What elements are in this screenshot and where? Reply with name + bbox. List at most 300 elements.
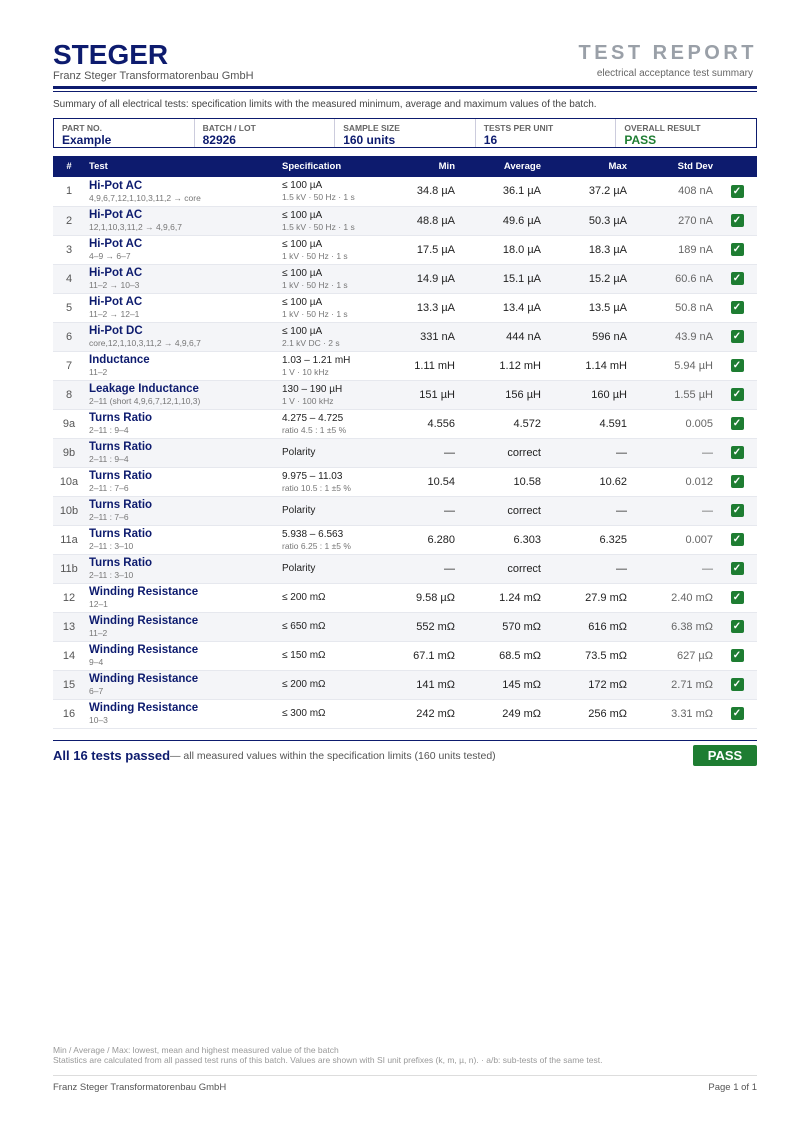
- test-cell: [85, 235, 278, 264]
- min-value: 67.1 mΩ: [413, 649, 455, 662]
- average-value: 1.12 mH: [499, 359, 541, 372]
- average-value: 15.1 µA: [502, 272, 541, 285]
- min-value: 17.5 µA: [416, 243, 455, 256]
- test-name: Winding Resistance: [89, 615, 199, 627]
- test-terminals: 2–11 : 9–4: [89, 425, 129, 435]
- table-row: [53, 235, 757, 264]
- spec-conditions: 1 kV · 50 Hz · 1 s: [282, 279, 348, 290]
- footnote-min-avg-max: Min / Average / Max: lowest, mean and highest measured value of the batch: [53, 1045, 339, 1055]
- std-dev-value: 6.38 mΩ: [671, 620, 713, 633]
- test-terminals: core,12,1,10,3,11,2 → 4,9,6,7: [89, 338, 201, 348]
- spec-cell: [278, 438, 373, 467]
- checkmark-icon: ✓: [731, 678, 744, 691]
- max-value: 172 mΩ: [588, 678, 627, 691]
- row-index: 9b: [62, 446, 76, 459]
- row-index: 11a: [60, 533, 78, 546]
- max-value: 73.5 mΩ: [585, 649, 627, 662]
- average-value: 6.303: [513, 533, 541, 546]
- max-value: 27.9 mΩ: [585, 591, 627, 604]
- test-cell: [85, 699, 278, 728]
- spec-cell: [278, 641, 373, 670]
- max-value: 256 mΩ: [588, 707, 627, 720]
- row-index: 16: [62, 707, 76, 720]
- checkmark-icon: ✓: [731, 446, 744, 459]
- row-index: 2: [65, 214, 73, 227]
- min-value: 242 mΩ: [416, 707, 455, 720]
- checkmark-icon: ✓: [731, 475, 744, 488]
- table-row: [53, 351, 757, 380]
- test-cell: [85, 583, 278, 612]
- max-value: —: [616, 446, 627, 459]
- spec-limit: ≤ 100 µA: [282, 238, 323, 250]
- test-terminals: 4–9 → 6–7: [89, 251, 131, 261]
- average-value: 10.58: [513, 475, 541, 488]
- status-cell: [717, 235, 757, 264]
- average-value: 68.5 mΩ: [499, 649, 541, 662]
- min-value: 6.280: [427, 533, 455, 546]
- header-divider-thin: [53, 91, 757, 92]
- table-row: [53, 322, 757, 351]
- test-terminals: 2–11 : 7–6: [89, 483, 129, 493]
- test-terminals: 2–11 : 3–10: [89, 570, 134, 580]
- part-number-cell: [54, 119, 195, 147]
- std-dev-value: —: [702, 504, 713, 517]
- test-cell: [85, 177, 278, 206]
- result-headline: All 16 tests passed: [53, 748, 171, 763]
- std-dev-value: 0.007: [685, 533, 713, 546]
- max-value: 37.2 µA: [588, 185, 627, 198]
- checkmark-icon: ✓: [731, 272, 744, 285]
- tests-per-unit-value: 16: [483, 133, 498, 147]
- spec-cell: [278, 293, 373, 322]
- min-value: 13.3 µA: [416, 301, 455, 314]
- spec-cell: [278, 206, 373, 235]
- report-subtitle: electrical acceptance test summary: [596, 68, 753, 79]
- min-value: —: [444, 562, 455, 575]
- company-name: Franz Steger Transformatorenbau GmbH: [53, 70, 254, 82]
- test-terminals: 2–11 : 9–4: [89, 454, 129, 464]
- table-row: [53, 612, 757, 641]
- checkmark-icon: ✓: [731, 388, 744, 401]
- row-index: 5: [65, 301, 73, 314]
- std-dev-value: 50.8 nA: [675, 301, 713, 314]
- test-name: Hi-Pot AC: [89, 296, 143, 308]
- footnote-statistics: Statistics are calculated from all passed test runs of this batch. Values are shown with SI unit prefixes (k, m, µ, n). · a/b: sub-tests of the same test.: [53, 1055, 603, 1065]
- spec-limit: ≤ 100 µA: [282, 325, 323, 337]
- sample-size-label: SAMPLE SIZE: [343, 123, 400, 133]
- average-value: 570 mΩ: [502, 620, 541, 633]
- spec-conditions: ratio 4.5 : 1 ±5 %: [282, 424, 347, 435]
- checkmark-icon: ✓: [731, 185, 744, 198]
- test-cell: [85, 496, 278, 525]
- spec-conditions: 1 V · 10 kHz: [282, 366, 329, 377]
- average-value: 49.6 µA: [502, 214, 541, 227]
- checkmark-icon: ✓: [731, 707, 744, 720]
- std-dev-value: —: [702, 562, 713, 575]
- spec-cell: [278, 496, 373, 525]
- table-row: [53, 264, 757, 293]
- average-value: 1.24 mΩ: [499, 591, 541, 604]
- max-value: 4.591: [599, 417, 627, 430]
- test-terminals: 9–4: [89, 657, 104, 667]
- table-header-row: [53, 156, 757, 177]
- max-value: 596 nA: [592, 330, 627, 343]
- spec-limit: ≤ 200 mΩ: [282, 678, 326, 690]
- row-index: 7: [65, 359, 73, 372]
- min-value: 34.8 µA: [416, 185, 455, 198]
- result-detail: — all measured values within the specification limits (160 units tested): [170, 750, 496, 762]
- overall-result-value: PASS: [624, 133, 657, 147]
- std-dev-value: 2.40 mΩ: [671, 591, 713, 604]
- report-header: [53, 40, 757, 86]
- test-cell: [85, 612, 278, 641]
- spec-cell: [278, 177, 373, 206]
- status-cell: [717, 699, 757, 728]
- batch-lot-cell: [195, 119, 336, 147]
- test-cell: [85, 525, 278, 554]
- test-cell: [85, 409, 278, 438]
- row-index: 4: [65, 272, 73, 285]
- test-name: Hi-Pot AC: [89, 209, 143, 221]
- table-row: [53, 467, 757, 496]
- test-terminals: 10–3: [89, 715, 108, 725]
- min-value: 14.9 µA: [416, 272, 455, 285]
- test-terminals: 11–2: [89, 628, 108, 638]
- row-index: 11b: [60, 562, 78, 575]
- checkmark-icon: ✓: [731, 359, 744, 372]
- test-name: Hi-Pot DC: [89, 325, 143, 337]
- test-name: Turns Ratio: [89, 499, 153, 511]
- page-number: Page 1 of 1: [708, 1082, 757, 1093]
- spec-cell: [278, 525, 373, 554]
- pass-badge: PASS: [693, 745, 757, 766]
- status-cell: [717, 467, 757, 496]
- tests-per-unit-cell: [476, 119, 617, 147]
- status-cell: [717, 380, 757, 409]
- table-row: [53, 177, 757, 206]
- spec-conditions: 1 kV · 50 Hz · 1 s: [282, 308, 348, 319]
- test-terminals: 4,9,6,7,12,1,10,3,11,2 → core: [89, 192, 201, 203]
- column-header-test: Test: [89, 161, 108, 172]
- test-cell: [85, 438, 278, 467]
- checkmark-icon: ✓: [731, 533, 744, 546]
- column-header-spec: Specification: [282, 161, 342, 172]
- status-cell: [717, 438, 757, 467]
- tests-per-unit-label: TESTS PER UNIT: [483, 123, 554, 133]
- min-value: 10.54: [427, 475, 455, 488]
- std-dev-value: 0.012: [685, 475, 713, 488]
- min-value: 1.11 mH: [414, 359, 455, 372]
- test-name: Hi-Pot AC: [89, 238, 143, 250]
- test-cell: [85, 206, 278, 235]
- spec-cell: [278, 583, 373, 612]
- test-terminals: 11–2 → 10–3: [89, 280, 140, 290]
- std-dev-value: 3.31 mΩ: [671, 707, 713, 720]
- spec-limit: Polarity: [282, 562, 316, 574]
- spec-limit: ≤ 100 µA: [282, 267, 323, 279]
- part-number-label: PART NO.: [62, 123, 102, 133]
- checkmark-icon: ✓: [731, 649, 744, 662]
- spec-cell: [278, 322, 373, 351]
- spec-limit: ≤ 100 µA: [282, 180, 323, 192]
- spec-conditions: 1 kV · 50 Hz · 1 s: [282, 250, 348, 261]
- batch-info-box: [53, 118, 757, 148]
- std-dev-value: 1.55 µH: [674, 388, 713, 401]
- status-cell: [717, 496, 757, 525]
- test-terminals: 11–2: [89, 367, 108, 377]
- min-value: 9.58 µΩ: [415, 591, 455, 604]
- test-name: Winding Resistance: [89, 644, 199, 656]
- table-row: [53, 699, 757, 728]
- average-value: 249 mΩ: [502, 707, 541, 720]
- std-dev-value: 0.005: [685, 417, 713, 430]
- row-index: 8: [65, 388, 73, 401]
- header-divider: [53, 86, 757, 89]
- row-index: 1: [65, 185, 73, 198]
- test-terminals: 2–11 : 7–6: [89, 512, 129, 522]
- checkmark-icon: ✓: [731, 214, 744, 227]
- checkmark-icon: ✓: [731, 243, 744, 256]
- test-name: Hi-Pot AC: [89, 179, 143, 192]
- status-cell: [717, 670, 757, 699]
- average-value: 13.4 µA: [502, 301, 541, 314]
- test-name: Winding Resistance: [89, 586, 199, 598]
- row-index: 15: [62, 678, 76, 691]
- checkmark-icon: ✓: [731, 417, 744, 430]
- status-cell: [717, 264, 757, 293]
- test-cell: [85, 670, 278, 699]
- footer-company: Franz Steger Transformatorenbau GmbH: [53, 1082, 227, 1093]
- max-value: 6.325: [599, 533, 627, 546]
- test-terminals: 11–2 → 12–1: [89, 309, 140, 319]
- test-terminals: 2–11 (short 4,9,6,7,12,1,10,3): [89, 396, 201, 406]
- test-cell: [85, 322, 278, 351]
- row-index: 6: [65, 330, 73, 343]
- status-cell: [717, 409, 757, 438]
- table-row: [53, 293, 757, 322]
- checkmark-icon: ✓: [731, 330, 744, 343]
- average-value: 4.572: [513, 417, 541, 430]
- min-value: 552 mΩ: [416, 620, 455, 633]
- test-cell: [85, 641, 278, 670]
- std-dev-value: 43.9 nA: [675, 330, 713, 343]
- column-header-max: Max: [608, 161, 627, 172]
- test-terminals: 12,1,10,3,11,2 → 4,9,6,7: [89, 222, 182, 232]
- table-row: [53, 554, 757, 583]
- spec-limit: 5.938 – 6.563: [282, 528, 344, 540]
- spec-conditions: 2.1 kV DC · 2 s: [282, 337, 340, 348]
- spec-limit: ≤ 300 mΩ: [282, 707, 326, 719]
- min-value: 4.556: [427, 417, 455, 430]
- sample-size-cell: [335, 119, 476, 147]
- table-row: [53, 583, 757, 612]
- min-value: 141 mΩ: [416, 678, 455, 691]
- checkmark-icon: ✓: [731, 301, 744, 314]
- row-index: 12: [62, 591, 76, 604]
- spec-cell: [278, 409, 373, 438]
- status-cell: [717, 351, 757, 380]
- max-value: 13.5 µA: [588, 301, 627, 314]
- test-name: Turns Ratio: [89, 557, 153, 569]
- row-index: 14: [62, 649, 76, 662]
- min-value: —: [444, 446, 455, 459]
- report-title: TEST REPORT: [578, 42, 757, 64]
- status-cell: [717, 293, 757, 322]
- status-cell: [717, 554, 757, 583]
- min-value: 151 µH: [419, 388, 455, 401]
- table-row: [53, 206, 757, 235]
- status-cell: [717, 525, 757, 554]
- checkmark-icon: ✓: [731, 562, 744, 575]
- min-value: 48.8 µA: [416, 214, 455, 227]
- max-value: 1.14 mH: [585, 359, 627, 372]
- spec-limit: Polarity: [282, 446, 316, 458]
- max-value: 15.2 µA: [588, 272, 627, 285]
- status-cell: [717, 583, 757, 612]
- test-name: Winding Resistance: [89, 673, 199, 685]
- spec-limit: ≤ 100 µA: [282, 209, 323, 221]
- row-index: 10b: [59, 504, 79, 517]
- average-value: 444 nA: [506, 330, 541, 343]
- test-name: Winding Resistance: [89, 702, 199, 714]
- test-name: Turns Ratio: [89, 528, 153, 540]
- average-value: 156 µH: [505, 388, 541, 401]
- max-value: 616 mΩ: [588, 620, 627, 633]
- test-cell: [85, 351, 278, 380]
- part-number-value: Example: [62, 133, 112, 147]
- batch-lot-label: BATCH / LOT: [202, 123, 256, 133]
- std-dev-value: 270 nA: [678, 214, 713, 227]
- std-dev-value: 5.94 µH: [674, 359, 713, 372]
- spec-cell: [278, 699, 373, 728]
- result-divider: [53, 740, 757, 741]
- column-header-average: Average: [503, 161, 541, 172]
- max-value: 50.3 µA: [588, 214, 627, 227]
- status-cell: [717, 612, 757, 641]
- checkmark-icon: ✓: [731, 504, 744, 517]
- max-value: —: [616, 562, 627, 575]
- checkmark-icon: ✓: [731, 591, 744, 604]
- spec-cell: [278, 612, 373, 641]
- checkmark-icon: ✓: [731, 620, 744, 633]
- overall-result-label: OVERALL RESULT: [624, 123, 701, 133]
- spec-limit: 1.03 – 1.21 mH: [282, 354, 351, 366]
- spec-limit: 4.275 – 4.725: [282, 412, 344, 424]
- test-terminals: 2–11 : 3–10: [89, 541, 134, 551]
- test-name: Hi-Pot AC: [89, 267, 143, 279]
- test-cell: [85, 554, 278, 583]
- average-value: correct: [507, 504, 541, 517]
- test-name: Turns Ratio: [89, 412, 153, 424]
- batch-lot-value: 82926: [202, 133, 236, 147]
- std-dev-value: 408 nA: [678, 185, 713, 198]
- spec-conditions: ratio 6.25 : 1 ±5 %: [282, 540, 351, 551]
- table-row: [53, 641, 757, 670]
- spec-conditions: 1 V · 100 kHz: [282, 395, 334, 406]
- min-value: 331 nA: [420, 330, 455, 343]
- test-terminals: 12–1: [89, 599, 108, 609]
- table-row: [53, 380, 757, 409]
- table-body: [53, 177, 757, 728]
- test-name: Leakage Inductance: [89, 383, 199, 395]
- overall-result-cell: [616, 119, 756, 147]
- test-cell: [85, 293, 278, 322]
- std-dev-value: —: [702, 446, 713, 459]
- status-cell: [717, 177, 757, 206]
- average-value: correct: [507, 446, 541, 459]
- table-row: [53, 438, 757, 467]
- max-value: 10.62: [599, 475, 627, 488]
- spec-limit: Polarity: [282, 504, 316, 516]
- table-row: [53, 496, 757, 525]
- max-value: 18.3 µA: [588, 243, 627, 256]
- spec-cell: [278, 380, 373, 409]
- spec-cell: [278, 554, 373, 583]
- max-value: —: [616, 504, 627, 517]
- row-index: 10a: [59, 475, 79, 488]
- spec-conditions: 1.5 kV · 50 Hz · 1 s: [282, 192, 355, 203]
- test-name: Inductance: [89, 354, 150, 366]
- column-header-index: #: [66, 161, 72, 172]
- row-index: 3: [65, 243, 73, 256]
- std-dev-value: 627 µΩ: [677, 649, 713, 662]
- std-dev-value: 2.71 mΩ: [671, 678, 713, 691]
- std-dev-value: 60.6 nA: [675, 272, 713, 285]
- column-header-min: Min: [438, 161, 455, 172]
- spec-cell: [278, 235, 373, 264]
- test-terminals: 6–7: [89, 686, 104, 696]
- spec-cell: [278, 467, 373, 496]
- status-cell: [717, 641, 757, 670]
- spec-conditions: 1.5 kV · 50 Hz · 1 s: [282, 221, 355, 232]
- table-row: [53, 525, 757, 554]
- test-cell: [85, 380, 278, 409]
- test-name: Turns Ratio: [89, 470, 153, 482]
- test-cell: [85, 467, 278, 496]
- test-results-table: [53, 156, 757, 729]
- spec-limit: ≤ 100 µA: [282, 296, 323, 308]
- summary-text: Summary of all electrical tests: specification limits with the measured minimum, average and maximum values of the batch.: [53, 99, 597, 110]
- table-row: [53, 670, 757, 699]
- spec-limit: 130 – 190 µH: [282, 383, 343, 395]
- spec-conditions: ratio 10.5 : 1 ±5 %: [282, 482, 351, 493]
- status-cell: [717, 322, 757, 351]
- average-value: 36.1 µA: [502, 185, 541, 198]
- column-header-std-dev: Std Dev: [677, 161, 713, 172]
- sample-size-value: 160 units: [343, 133, 396, 147]
- std-dev-value: 189 nA: [678, 243, 713, 256]
- spec-limit: 9.975 – 11.03: [282, 470, 343, 482]
- footer-divider: [53, 1075, 757, 1076]
- spec-cell: [278, 351, 373, 380]
- test-name: Turns Ratio: [89, 441, 153, 453]
- min-value: —: [444, 504, 455, 517]
- row-index: 13: [62, 620, 76, 633]
- spec-limit: ≤ 200 mΩ: [282, 591, 326, 603]
- table-row: [53, 409, 757, 438]
- average-value: 145 mΩ: [502, 678, 541, 691]
- column-header-status: [717, 156, 757, 177]
- row-index: 9a: [62, 417, 76, 430]
- average-value: 18.0 µA: [502, 243, 541, 256]
- spec-cell: [278, 264, 373, 293]
- average-value: correct: [507, 562, 541, 575]
- max-value: 160 µH: [591, 388, 627, 401]
- brand-logo: STEGER: [53, 39, 169, 70]
- spec-cell: [278, 670, 373, 699]
- test-cell: [85, 264, 278, 293]
- status-cell: [717, 206, 757, 235]
